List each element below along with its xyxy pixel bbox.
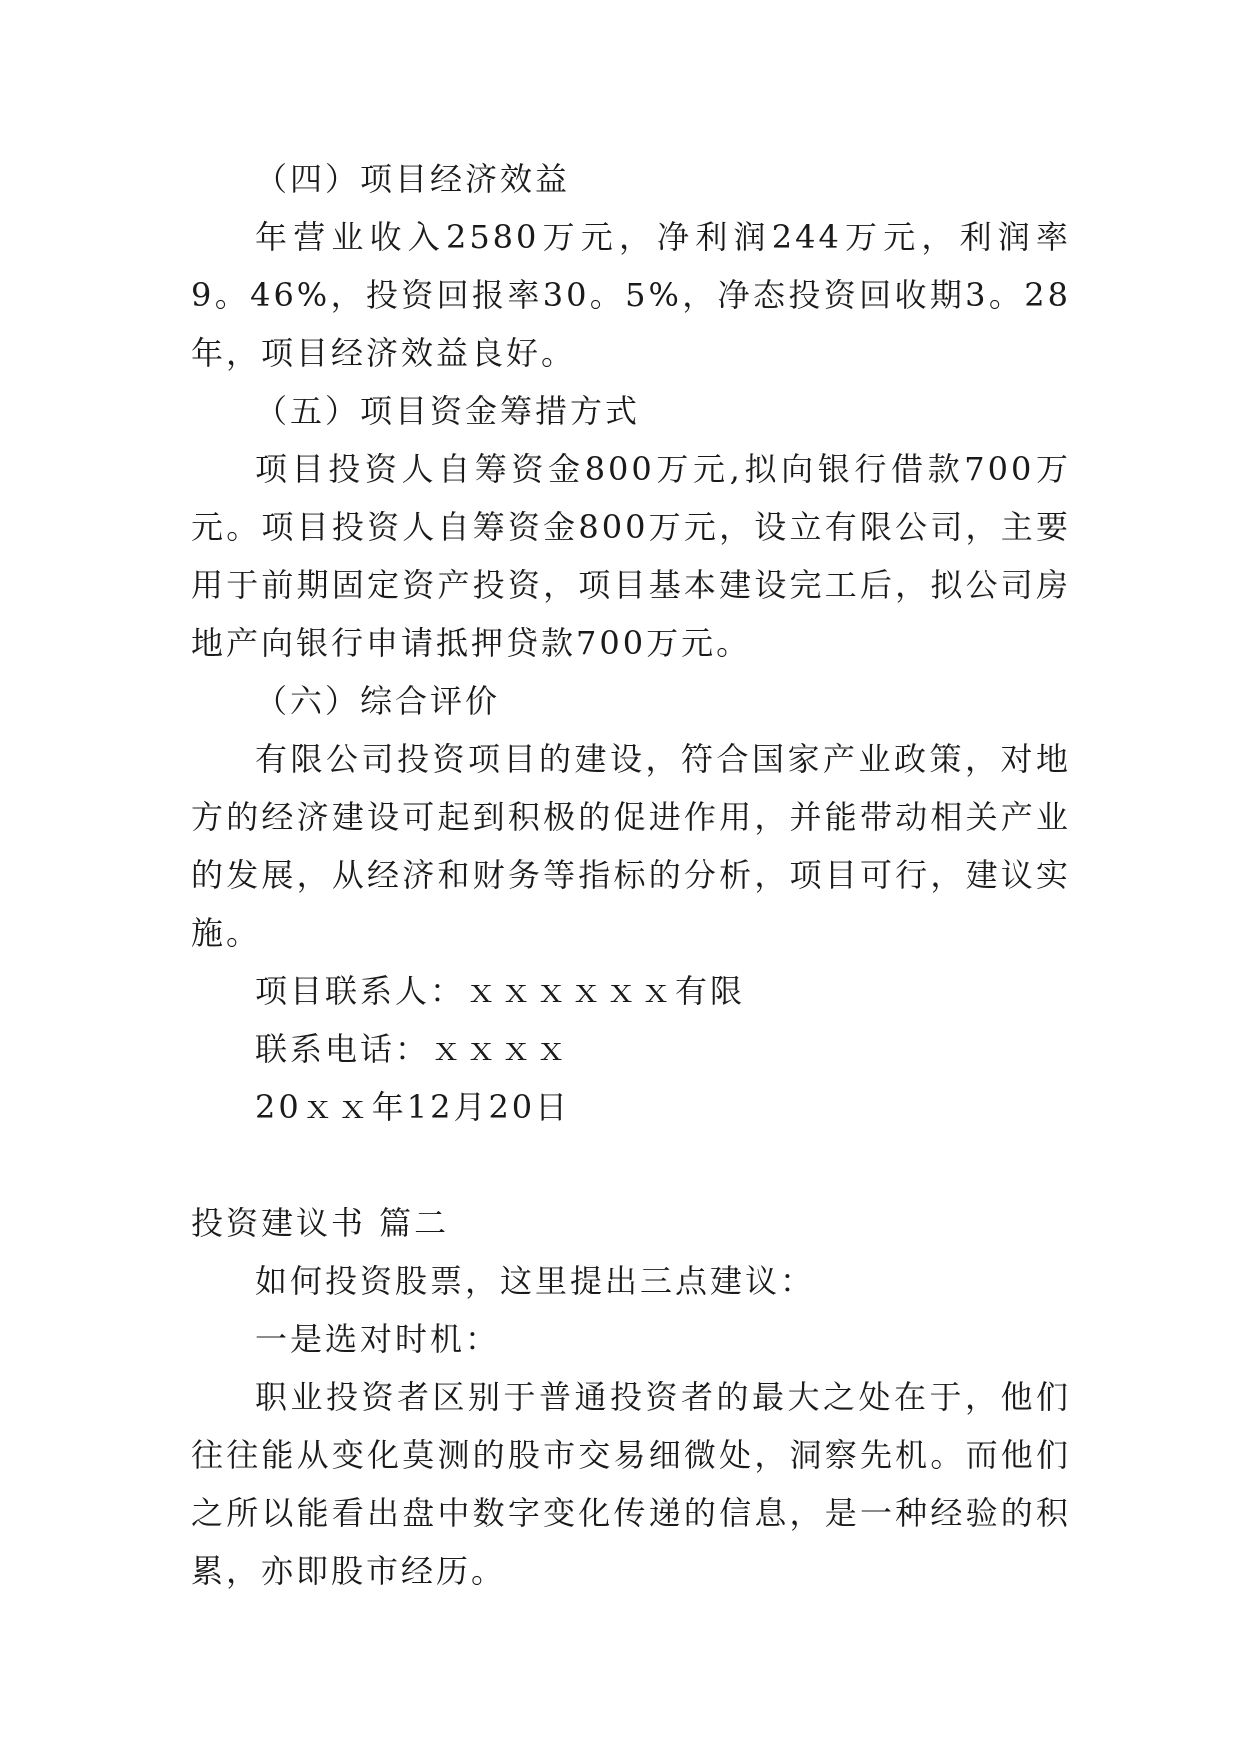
- contact-person: 项目联系人：ｘｘｘｘｘｘ有限: [255, 972, 746, 1010]
- contact-date: 20ｘｘ年12月20日: [255, 1088, 571, 1126]
- section5-body: 项目投资人自筹资金800万元,拟向银行借款700万元。项目投资人自筹资金800万元，设立有限公司，主要用于前期固定资产投资，项目基本建设完工后，拟公司房地产向银行申请抵押贷款700万元。: [191, 450, 1071, 662]
- part2-point1-heading: 一是选对时机：: [255, 1320, 501, 1358]
- part2-point1-body: 职业投资者区别于普通投资者的最大之处在于，他们往往能从变化莫测的股市交易细微处，洞察先机。而他们之所以能看出盘中数字变化传递的信息，是一种经验的积累，亦即股市经历。: [191, 1378, 1071, 1590]
- section4-heading: （四）项目经济效益: [255, 160, 571, 198]
- section6-heading: （六）综合评价: [255, 682, 501, 720]
- contact-phone: 联系电话：ｘｘｘｘ: [255, 1030, 571, 1068]
- section4-body: 年营业收入2580万元，净利润244万元，利润率9。46%，投资回报率30。5%，净态投资回收期3。28年，项目经济效益良好。: [191, 218, 1071, 372]
- part2-intro: 如何投资股票，这里提出三点建议：: [255, 1262, 816, 1300]
- section-spacer: [191, 1136, 1071, 1194]
- section5-heading: （五）项目资金筹措方式: [255, 392, 641, 430]
- part2-title: 投资建议书 篇二: [191, 1204, 450, 1242]
- section6-body: 有限公司投资项目的建设，符合国家产业政策，对地方的经济建设可起到积极的促进作用，并能带动相关产业的发展，从经济和财务等指标的分析，项目可行，建议实施。: [191, 740, 1071, 952]
- document-page: [191, 150, 1071, 1600]
